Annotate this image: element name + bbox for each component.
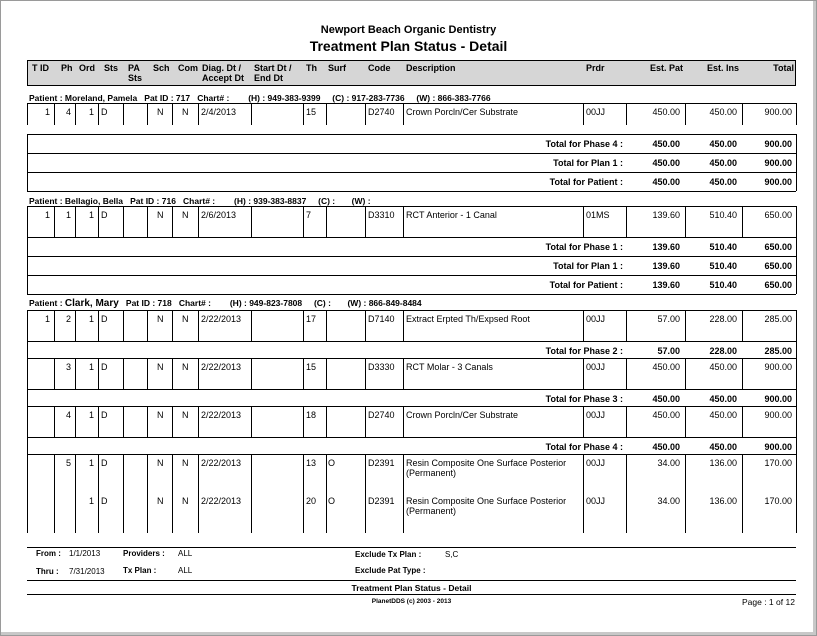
cell-diag: 2/22/2013 bbox=[201, 496, 242, 506]
patient-name: Clark, Mary bbox=[64, 298, 119, 309]
cell-estpat: 57.00 bbox=[657, 346, 680, 356]
cell-sts: D bbox=[101, 362, 108, 372]
cell-total: 900.00 bbox=[764, 410, 792, 420]
cell-total: 285.00 bbox=[764, 346, 792, 356]
cell-prdr: 00JJ bbox=[586, 314, 606, 324]
column-divider bbox=[27, 406, 28, 437]
column-divider bbox=[583, 310, 584, 341]
cell-estpat: 450.00 bbox=[652, 394, 680, 404]
cell-tid: 1 bbox=[44, 314, 50, 324]
cell-estins: 450.00 bbox=[709, 362, 737, 372]
cell-th: 7 bbox=[306, 210, 312, 220]
column-divider bbox=[326, 454, 327, 533]
patient-label: Patient : bbox=[29, 93, 65, 103]
cell-sch: N bbox=[157, 410, 164, 420]
clinic-name: Newport Beach Organic Dentistry bbox=[320, 24, 497, 36]
cell-prdr: 00JJ bbox=[586, 362, 606, 372]
column-divider bbox=[147, 454, 148, 533]
cell-desc: Resin Composite One Surface Posterior bbox=[406, 496, 567, 506]
column-divider bbox=[365, 206, 366, 237]
cell-estins: 228.00 bbox=[709, 346, 737, 356]
column-divider bbox=[365, 103, 366, 125]
column-divider bbox=[365, 310, 366, 341]
column-divider bbox=[123, 454, 124, 533]
patient-chart: Chart# : bbox=[190, 93, 230, 103]
column-divider bbox=[796, 206, 797, 237]
cell-prdr: 00JJ bbox=[586, 496, 606, 506]
column-divider bbox=[98, 206, 99, 237]
column-divider bbox=[326, 358, 327, 389]
cell-estpat: 139.60 bbox=[652, 280, 680, 290]
col-th: Th bbox=[306, 63, 317, 73]
cell-desc: RCT Anterior - 1 Canal bbox=[406, 210, 497, 220]
cell-ord: 1 bbox=[88, 458, 94, 468]
column-divider bbox=[123, 358, 124, 389]
column-divider bbox=[123, 206, 124, 237]
col-ord: Ord bbox=[79, 63, 96, 73]
column-divider bbox=[98, 103, 99, 125]
column-divider bbox=[123, 406, 124, 437]
cell-prdr: 00JJ bbox=[586, 458, 606, 468]
patient-phones: (H) : 939-383-8837 (C) : (W) : bbox=[215, 196, 371, 206]
cell-estpat: 450.00 bbox=[652, 107, 680, 117]
cell-surf: O bbox=[328, 458, 336, 468]
column-divider bbox=[172, 103, 173, 125]
cell-desc2: (Permanent) bbox=[406, 468, 457, 478]
cell-total: 900.00 bbox=[764, 158, 792, 168]
cell-com: N bbox=[182, 496, 189, 506]
cell-tid: 1 bbox=[44, 107, 50, 117]
total-rule bbox=[27, 341, 796, 342]
col-com: Com bbox=[178, 63, 198, 73]
cell-estins: 450.00 bbox=[709, 158, 737, 168]
total-label: Total for Phase 2 : bbox=[545, 346, 623, 356]
column-divider bbox=[198, 454, 199, 533]
column-divider bbox=[98, 454, 99, 533]
cell-com: N bbox=[182, 410, 189, 420]
column-header bbox=[27, 60, 796, 86]
column-divider bbox=[365, 454, 366, 533]
cell-sch: N bbox=[157, 458, 164, 468]
cell-estpat: 34.00 bbox=[657, 458, 680, 468]
column-divider bbox=[583, 406, 584, 437]
cell-estins: 510.40 bbox=[709, 210, 737, 220]
cell-th: 15 bbox=[306, 107, 317, 117]
column-divider bbox=[303, 310, 304, 341]
patient-header bbox=[29, 298, 422, 309]
cell-estpat: 34.00 bbox=[657, 496, 680, 506]
col-est-pat: Est. Pat bbox=[649, 63, 683, 73]
column-divider bbox=[172, 310, 173, 341]
cell-desc: Resin Composite One Surface Posterior bbox=[406, 458, 567, 468]
cell-com: N bbox=[182, 107, 189, 117]
column-divider bbox=[796, 172, 797, 191]
column-divider bbox=[326, 206, 327, 237]
cell-tid: 1 bbox=[44, 210, 50, 220]
cell-total: 650.00 bbox=[764, 280, 792, 290]
column-divider bbox=[583, 206, 584, 237]
cell-ord: 1 bbox=[88, 210, 94, 220]
total-label: Total for Phase 4 : bbox=[545, 139, 623, 149]
col-start: Start Dt / End Dt bbox=[254, 63, 292, 83]
column-divider bbox=[403, 206, 404, 237]
cell-sch: N bbox=[157, 496, 164, 506]
column-divider bbox=[251, 454, 252, 533]
column-divider bbox=[796, 256, 797, 275]
cell-sts: D bbox=[101, 107, 108, 117]
column-divider bbox=[27, 237, 28, 256]
row-rule-top bbox=[27, 406, 796, 407]
cell-ord: 1 bbox=[88, 496, 94, 506]
cell-surf: O bbox=[328, 496, 336, 506]
cell-total: 900.00 bbox=[764, 362, 792, 372]
cell-estpat: 57.00 bbox=[657, 314, 680, 324]
column-divider bbox=[198, 406, 199, 437]
footer-txplan-value: ALL bbox=[178, 566, 193, 575]
total-label: Total for Patient : bbox=[549, 177, 623, 187]
column-divider bbox=[123, 310, 124, 341]
cell-prdr: 00JJ bbox=[586, 410, 606, 420]
cell-ph: 4 bbox=[65, 410, 71, 420]
cell-sts: D bbox=[101, 210, 108, 220]
cell-estins: 510.40 bbox=[709, 261, 737, 271]
cell-total: 650.00 bbox=[764, 242, 792, 252]
column-divider bbox=[251, 310, 252, 341]
cell-th: 17 bbox=[306, 314, 317, 324]
column-divider bbox=[365, 358, 366, 389]
cell-estpat: 450.00 bbox=[652, 442, 680, 452]
cell-total: 900.00 bbox=[764, 442, 792, 452]
footer-exclude-pat-label: Exclude Pat Type : bbox=[355, 566, 426, 575]
total-rule bbox=[27, 237, 796, 238]
cell-total: 285.00 bbox=[764, 314, 792, 324]
column-divider bbox=[147, 310, 148, 341]
footer-rule-top bbox=[27, 547, 796, 548]
cell-code: D3330 bbox=[368, 362, 395, 372]
patient-end-rule bbox=[27, 294, 796, 295]
column-divider bbox=[27, 172, 28, 191]
footer-thru-label: Thru : bbox=[36, 567, 59, 576]
cell-estins: 136.00 bbox=[709, 496, 737, 506]
report-title: Treatment Plan Status - Detail bbox=[309, 38, 508, 54]
col-code: Code bbox=[368, 63, 391, 73]
cell-ph: 3 bbox=[65, 362, 71, 372]
patient-header bbox=[29, 93, 491, 103]
column-divider bbox=[172, 454, 173, 533]
col-pa: PA Sts bbox=[128, 63, 143, 83]
column-divider bbox=[403, 406, 404, 437]
footer-page-number: Page : 1 of 12 bbox=[742, 597, 795, 607]
cell-total: 170.00 bbox=[764, 496, 792, 506]
footer-rule-mid bbox=[27, 580, 796, 581]
cell-total: 900.00 bbox=[764, 394, 792, 404]
column-divider bbox=[796, 454, 797, 533]
footer-report-name: Treatment Plan Status - Detail bbox=[351, 583, 472, 593]
col-surf: Surf bbox=[328, 63, 346, 73]
cell-total: 900.00 bbox=[764, 107, 792, 117]
patient-phones: (H) : 949-383-9399 (C) : 917-283-7736 (W) : 866-383-7766 bbox=[229, 93, 491, 103]
cell-ph: 5 bbox=[65, 458, 71, 468]
cell-desc: Crown Porcln/Cer Substrate bbox=[406, 107, 519, 117]
patient-patid: Pat ID : 717 bbox=[137, 93, 191, 103]
cell-sch: N bbox=[157, 107, 164, 117]
column-divider bbox=[326, 406, 327, 437]
cell-estins: 450.00 bbox=[709, 442, 737, 452]
cell-estpat: 450.00 bbox=[652, 410, 680, 420]
col-sch: Sch bbox=[153, 63, 170, 73]
col-total: Total bbox=[773, 63, 794, 73]
col-ph: Ph bbox=[61, 63, 73, 73]
total-rule bbox=[27, 172, 796, 173]
total-rule bbox=[27, 134, 796, 135]
cell-th: 18 bbox=[306, 410, 317, 420]
cell-sts: D bbox=[101, 314, 108, 324]
col-sts: Sts bbox=[104, 63, 119, 73]
column-divider bbox=[98, 406, 99, 437]
column-divider bbox=[796, 275, 797, 294]
column-divider bbox=[251, 103, 252, 125]
cell-ord: 1 bbox=[88, 107, 94, 117]
column-divider bbox=[27, 134, 28, 153]
cell-com: N bbox=[182, 458, 189, 468]
column-divider bbox=[796, 134, 797, 153]
column-divider bbox=[147, 206, 148, 237]
column-divider bbox=[251, 206, 252, 237]
column-divider bbox=[583, 103, 584, 125]
cell-sch: N bbox=[157, 314, 164, 324]
cell-total: 170.00 bbox=[764, 458, 792, 468]
column-divider bbox=[27, 275, 28, 294]
total-label: Total for Plan 1 : bbox=[553, 158, 623, 168]
column-divider bbox=[403, 103, 404, 125]
total-rule bbox=[27, 389, 796, 390]
row-rule-top bbox=[27, 358, 796, 359]
cell-estins: 450.00 bbox=[709, 177, 737, 187]
cell-estpat: 450.00 bbox=[652, 158, 680, 168]
row-rule-top bbox=[27, 206, 796, 207]
column-divider bbox=[27, 153, 28, 172]
column-divider bbox=[583, 454, 584, 533]
cell-total: 900.00 bbox=[764, 139, 792, 149]
cell-diag: 2/22/2013 bbox=[201, 410, 242, 420]
column-divider bbox=[123, 103, 124, 125]
column-divider bbox=[326, 310, 327, 341]
total-label: Total for Patient : bbox=[549, 280, 623, 290]
column-divider bbox=[796, 310, 797, 341]
column-divider bbox=[303, 103, 304, 125]
cell-estins: 450.00 bbox=[709, 107, 737, 117]
cell-ph: 1 bbox=[65, 210, 71, 220]
cell-com: N bbox=[182, 362, 189, 372]
cell-estins: 510.40 bbox=[709, 280, 737, 290]
cell-ord: 1 bbox=[88, 410, 94, 420]
cell-ord: 1 bbox=[88, 362, 94, 372]
footer-from-value: 1/1/2013 bbox=[69, 549, 101, 558]
cell-desc: Extract Erpted Th/Expsed Root bbox=[406, 314, 530, 324]
cell-estins: 510.40 bbox=[709, 242, 737, 252]
column-divider bbox=[403, 310, 404, 341]
column-divider bbox=[251, 406, 252, 437]
col-description: Description bbox=[406, 63, 456, 73]
column-divider bbox=[403, 358, 404, 389]
column-divider bbox=[98, 310, 99, 341]
patient-patid: Pat ID : 716 bbox=[123, 196, 176, 206]
footer-rule-bottom bbox=[27, 594, 796, 595]
column-divider bbox=[796, 153, 797, 172]
row-rule-top bbox=[27, 454, 796, 455]
cell-estpat: 450.00 bbox=[652, 362, 680, 372]
column-divider bbox=[198, 358, 199, 389]
total-rule bbox=[27, 437, 796, 438]
patient-phones: (H) : 949-823-7808 (C) : (W) : 866-849-8484 bbox=[210, 298, 422, 308]
cell-diag: 2/22/2013 bbox=[201, 314, 242, 324]
col-diag: Diag. Dt / Accept Dt bbox=[202, 63, 245, 83]
column-divider bbox=[303, 406, 304, 437]
column-divider bbox=[147, 406, 148, 437]
column-divider bbox=[303, 206, 304, 237]
column-divider bbox=[583, 358, 584, 389]
column-divider bbox=[796, 103, 797, 125]
footer-exclude-tx-value: S,C bbox=[445, 550, 459, 559]
cell-estins: 450.00 bbox=[709, 410, 737, 420]
patient-end-rule bbox=[27, 191, 796, 192]
cell-diag: 2/22/2013 bbox=[201, 458, 242, 468]
column-divider bbox=[365, 406, 366, 437]
cell-sts: D bbox=[101, 410, 108, 420]
cell-estins: 450.00 bbox=[709, 394, 737, 404]
column-divider bbox=[303, 454, 304, 533]
cell-code: D2391 bbox=[368, 496, 395, 506]
cell-th: 13 bbox=[306, 458, 317, 468]
patient-name: Bellagio, Bella bbox=[64, 196, 124, 206]
cell-estpat: 139.60 bbox=[652, 242, 680, 252]
column-divider bbox=[796, 406, 797, 437]
column-divider bbox=[172, 206, 173, 237]
cell-sch: N bbox=[157, 362, 164, 372]
column-divider bbox=[172, 358, 173, 389]
column-divider bbox=[98, 358, 99, 389]
cell-th: 15 bbox=[306, 362, 317, 372]
cell-code: D3310 bbox=[368, 210, 395, 220]
cell-com: N bbox=[182, 210, 189, 220]
cell-sts: D bbox=[101, 458, 108, 468]
cell-estpat: 450.00 bbox=[652, 177, 680, 187]
col-est-ins: Est. Ins bbox=[706, 63, 739, 73]
row-rule-top bbox=[27, 310, 796, 311]
column-divider bbox=[403, 454, 404, 533]
patient-label: Patient : bbox=[29, 196, 65, 206]
column-divider bbox=[796, 237, 797, 256]
column-divider bbox=[27, 256, 28, 275]
cell-estpat: 139.60 bbox=[652, 261, 680, 271]
cell-code: D2391 bbox=[368, 458, 395, 468]
column-divider bbox=[796, 358, 797, 389]
patient-patid: Pat ID : 718 bbox=[118, 298, 172, 308]
col-tid: T ID bbox=[32, 63, 49, 73]
column-divider bbox=[147, 103, 148, 125]
cell-diag: 2/4/2013 bbox=[201, 107, 237, 117]
cell-estins: 450.00 bbox=[709, 139, 737, 149]
footer-copyright: PlanetDDS (c) 2003 - 2013 bbox=[371, 598, 452, 605]
patient-chart: Chart# : bbox=[175, 196, 216, 206]
patient-name: Moreland, Pamela bbox=[64, 93, 138, 103]
cell-com: N bbox=[182, 314, 189, 324]
cell-total: 900.00 bbox=[764, 177, 792, 187]
cell-diag: 2/6/2013 bbox=[201, 210, 237, 220]
column-divider bbox=[198, 206, 199, 237]
footer-thru-value: 7/31/2013 bbox=[69, 567, 105, 576]
column-divider bbox=[27, 358, 28, 389]
footer-providers-label: Providers : bbox=[123, 549, 165, 558]
footer-providers-value: ALL bbox=[178, 549, 193, 558]
column-divider bbox=[147, 358, 148, 389]
cell-ord: 1 bbox=[88, 314, 94, 324]
footer-exclude-tx-label: Exclude Tx Plan : bbox=[355, 550, 422, 559]
cell-prdr: 01MS bbox=[586, 210, 610, 220]
cell-code: D7140 bbox=[368, 314, 395, 324]
footer-txplan-label: Tx Plan : bbox=[123, 566, 157, 575]
total-label: Total for Phase 3 : bbox=[545, 394, 623, 404]
total-rule bbox=[27, 153, 796, 154]
cell-th: 20 bbox=[306, 496, 317, 506]
cell-code: D2740 bbox=[368, 107, 395, 117]
cell-ph: 4 bbox=[65, 107, 71, 117]
cell-sch: N bbox=[157, 210, 164, 220]
patient-chart: Chart# : bbox=[171, 298, 211, 308]
total-label: Total for Phase 1 : bbox=[545, 242, 623, 252]
patient-label: Patient : bbox=[29, 298, 65, 308]
cell-estpat: 450.00 bbox=[652, 139, 680, 149]
col-prdr: Prdr bbox=[586, 63, 605, 73]
column-divider bbox=[303, 358, 304, 389]
cell-sts: D bbox=[101, 496, 108, 506]
total-rule bbox=[27, 275, 796, 276]
cell-total: 650.00 bbox=[764, 210, 792, 220]
footer-from-label: From : bbox=[36, 549, 61, 558]
total-label: Total for Phase 4 : bbox=[545, 442, 623, 452]
cell-ph: 2 bbox=[65, 314, 71, 324]
column-divider bbox=[198, 103, 199, 125]
column-divider bbox=[198, 310, 199, 341]
cell-desc: RCT Molar - 3 Canals bbox=[406, 362, 493, 372]
cell-estins: 228.00 bbox=[709, 314, 737, 324]
total-rule bbox=[27, 256, 796, 257]
column-divider bbox=[251, 358, 252, 389]
cell-estins: 136.00 bbox=[709, 458, 737, 468]
total-label: Total for Plan 1 : bbox=[553, 261, 623, 271]
row-rule-top bbox=[27, 103, 796, 104]
column-divider bbox=[27, 454, 28, 533]
cell-desc2: (Permanent) bbox=[406, 506, 457, 516]
cell-diag: 2/22/2013 bbox=[201, 362, 242, 372]
cell-estpat: 139.60 bbox=[652, 210, 680, 220]
column-divider bbox=[172, 406, 173, 437]
cell-prdr: 00JJ bbox=[586, 107, 606, 117]
column-divider bbox=[326, 103, 327, 125]
cell-total: 650.00 bbox=[764, 261, 792, 271]
cell-desc: Crown Porcln/Cer Substrate bbox=[406, 410, 519, 420]
patient-header bbox=[29, 196, 371, 206]
cell-code: D2740 bbox=[368, 410, 395, 420]
